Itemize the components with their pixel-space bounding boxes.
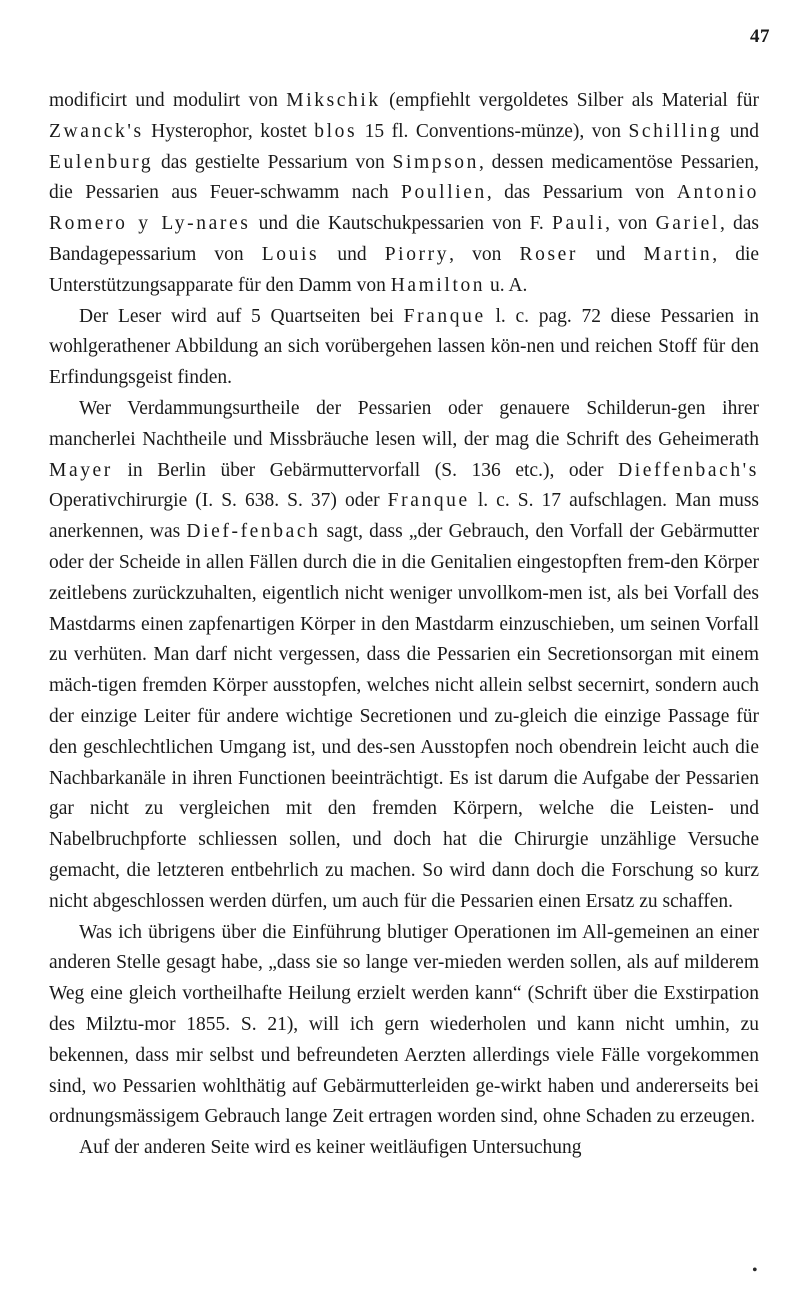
text-run: und die Kautschukpessarien von F. <box>250 213 552 235</box>
spaced-name: Franque <box>403 305 486 327</box>
spaced-name: Eulenburg <box>49 151 154 173</box>
text-run: , das Bandagepessarium von <box>49 213 760 265</box>
paragraph <box>49 394 759 918</box>
spaced-name: Mayer <box>49 459 113 481</box>
paragraph <box>49 918 759 1134</box>
spaced-name: Franque <box>387 490 470 512</box>
text-run: , die Unterstützungsapparate für den Damm von <box>49 243 760 296</box>
paragraph <box>49 1133 759 1164</box>
text-run: in Berlin über Gebärmuttervorfall (S. 136 etc.), oder <box>112 459 619 481</box>
spaced-name: Hamilton <box>390 274 486 296</box>
text-run: 15 fl. Conventions-münze), von <box>357 120 629 142</box>
text-run: , von <box>605 213 656 235</box>
margin-mark: • <box>752 1262 758 1279</box>
spaced-name: Simpson <box>392 151 480 173</box>
spaced-name: Gariel <box>655 213 720 235</box>
text-run: u. A. <box>485 274 528 296</box>
text-run: sagt, dass „der Gebrauch, den Vorfall der Gebärmutter oder der Scheide in allen Fällen durch die in die Genitalien eingestopften frem-den Körper zeitlebens zurückzuhalten, eigentlich nicht weniger unvollkom-men ist, als bei Vorfall des Mastdarms einen zapfenartigen Körper in den Mastdarm einzuschieben, um seinen Vorfall zu verhüten. Man darf nicht vergessen, dass die Pessarien ein Secretionsorgan mit einem mäch-tigen fremden Körper ausstopfen, welches nicht allein selbst secernirt, sondern auch der einzige Leiter für andere wichtige Secretionen und zu-gleich die einzige Passage für den geschlechtlichen Umgang ist, und des-sen Ausstopfen noch obendrein leicht auch die Nachbarkanäle in ihren Functionen beeinträchtigt. Es ist darum die Aufgabe der Pessarien gar nicht zu vergleichen mit den fremden Körpern, welche die Leisten- und Nabelbruchpforte schliessen sollen, und doch hat die Chirurgie unzählige Versuche gemacht, die letzteren entbehrlich zu machen. So wird dann doch die Forschung so kurz nicht abgeschlossen werden dürfen, um auch für die Pessarien einen Ersatz zu schaffen. <box>49 521 759 912</box>
spaced-name: Schilling <box>628 120 723 142</box>
page-number: 47 <box>750 26 770 47</box>
text-run: Auf der anderen Seite wird es keiner weitläufigen Untersuchung <box>79 1137 582 1159</box>
text-run: und <box>319 243 385 265</box>
spaced-name: Dief-fenbach <box>186 521 321 543</box>
text-run: Hysterophor, kostet <box>143 120 315 142</box>
text-run: Operativchirurgie (I. S. 638. S. 37) oder <box>49 490 388 512</box>
spaced-name: Antonio Romero y Ly-nares <box>49 182 759 235</box>
spaced-name: Louis <box>261 243 320 265</box>
text-run: und <box>577 243 644 265</box>
spaced-name: Pauli <box>552 213 606 235</box>
paragraph <box>49 86 759 302</box>
text-run: (empfiehlt vergoldetes Silber als Material für <box>380 90 759 111</box>
text-run: l. c. S. 17 aufschlagen. Man muss anerkennen, was <box>49 490 759 543</box>
text-run: , von <box>449 243 520 265</box>
spaced-name: blos <box>314 120 358 142</box>
spaced-name: Mikschik <box>286 90 381 111</box>
spaced-name: Piorry <box>384 243 450 265</box>
text-run: modificirt und modulirt von <box>49 90 287 111</box>
paragraph <box>49 302 759 394</box>
spaced-name: Zwanck's <box>49 120 144 142</box>
spaced-name: Poullien <box>401 182 487 204</box>
spaced-name: Dieffenbach's <box>618 459 759 481</box>
text-run: Was ich übrigens über die Einführung blutiger Operationen im All-gemeinen an einer anderen Stelle gesagt habe, „dass sie so lange ver-mieden werden sollen, als auf milderem Weg eine gleich vortheilhafte Heilung erzielt werden kann“ (Schrift über die Exstirpation des Milztu-mor 1855. S. 21), will ich gern wiederholen und kann nicht umhin, zu bekennen, dass mir selbst und befreundeten Aerzten allerdings viele Fälle vorgekommen sind, wo Pessarien wohlthätig auf Gebärmutterleiden ge-wirkt haben und andererseits bei ordnungsmässigem Gebrauch lange Zeit ertragen worden sind, ohne Schaden zu erzeugen. <box>49 921 759 1128</box>
spaced-name: Roser <box>519 243 578 265</box>
body-text <box>49 86 759 1164</box>
spaced-name: Martin <box>643 243 713 265</box>
text-run: Wer Verdammungsurtheile der Pessarien oder genauere Schilderun-gen ihrer mancherlei Nachtheile und Missbräuche lesen will, der mag die Schrift des Geheimerath <box>49 397 759 450</box>
text-run: , das Pessarium von <box>486 182 677 204</box>
text-run: und <box>722 120 760 142</box>
text-run: Der Leser wird auf 5 Quartseiten bei <box>79 305 404 327</box>
text-run: das gestielte Pessarium von <box>153 151 393 173</box>
text-run: , dessen medicamentöse Pessarien, die Pessarien aus Feuer-schwamm nach <box>49 151 760 204</box>
text-run: l. c. pag. 72 diese Pessarien in wohlgerathener Abbildung an sich vorübergehen lassen kön-nen und reichen Stoff für den Erfindungsgeist finden. <box>49 305 759 389</box>
